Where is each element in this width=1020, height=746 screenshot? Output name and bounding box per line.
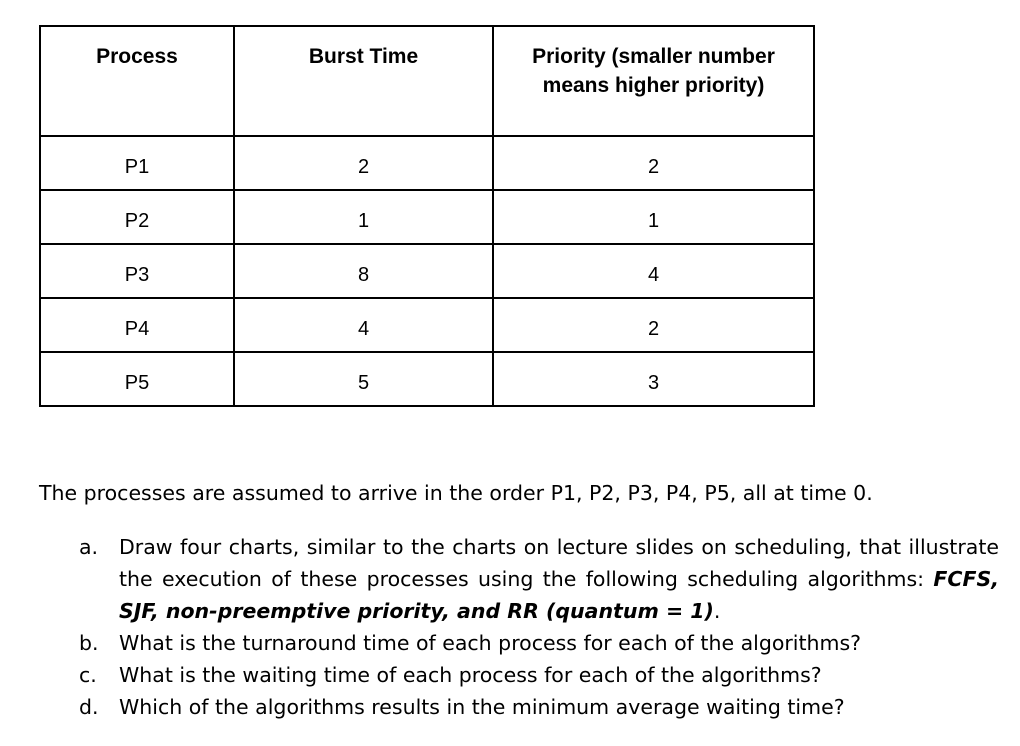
cell-priority: 4 bbox=[493, 244, 814, 298]
table-header-row bbox=[40, 26, 814, 136]
cell-process: P5 bbox=[40, 352, 234, 406]
table-row bbox=[40, 298, 814, 352]
question-a-text: Draw four charts, similar to the charts on lecture slides on scheduling, that illustrate the execution of these processes using the following scheduling algorithms: bbox=[119, 535, 999, 591]
header-process: Process bbox=[40, 26, 234, 136]
cell-process: P3 bbox=[40, 244, 234, 298]
assignment-text bbox=[39, 477, 999, 723]
cell-burst: 1 bbox=[234, 190, 493, 244]
question-b-text: What is the turnaround time of each process for each of the algorithms? bbox=[119, 631, 862, 655]
cell-priority: 2 bbox=[493, 136, 814, 190]
table-row bbox=[40, 136, 814, 190]
cell-process: P2 bbox=[40, 190, 234, 244]
question-a-emphasis: FCFS, SJF, non-preemptive priority, and RR (quantum = 1) bbox=[119, 567, 999, 623]
question-marker: b. bbox=[79, 631, 99, 655]
process-table bbox=[39, 25, 815, 407]
cell-burst: 5 bbox=[234, 352, 493, 406]
question-marker: d. bbox=[79, 695, 99, 719]
question-c bbox=[39, 659, 999, 691]
header-priority bbox=[493, 26, 814, 136]
cell-burst: 2 bbox=[234, 136, 493, 190]
question-c-text: What is the waiting time of each process for each of the algorithms? bbox=[119, 663, 822, 687]
cell-priority: 3 bbox=[493, 352, 814, 406]
table-row bbox=[40, 190, 814, 244]
cell-priority: 1 bbox=[493, 190, 814, 244]
question-d bbox=[39, 691, 999, 723]
question-a-suffix: . bbox=[713, 599, 721, 623]
cell-priority: 2 bbox=[493, 298, 814, 352]
cell-process: P1 bbox=[40, 136, 234, 190]
question-a-body bbox=[119, 531, 999, 627]
question-marker: a. bbox=[79, 535, 99, 559]
question-list bbox=[39, 531, 999, 723]
header-burst-time: Burst Time bbox=[234, 26, 493, 136]
intro-paragraph: The processes are assumed to arrive in the order P1, P2, P3, P4, P5, all at time 0. bbox=[39, 481, 873, 505]
cell-process: P4 bbox=[40, 298, 234, 352]
header-priority-label: Priority (smaller number means higher priority) bbox=[532, 45, 775, 97]
question-d-text: Which of the algorithms results in the minimum average waiting time? bbox=[119, 695, 845, 719]
cell-burst: 8 bbox=[234, 244, 493, 298]
question-a bbox=[39, 531, 999, 627]
question-marker: c. bbox=[79, 663, 97, 687]
table-row bbox=[40, 244, 814, 298]
cell-burst: 4 bbox=[234, 298, 493, 352]
table-row bbox=[40, 352, 814, 406]
question-b bbox=[39, 627, 999, 659]
